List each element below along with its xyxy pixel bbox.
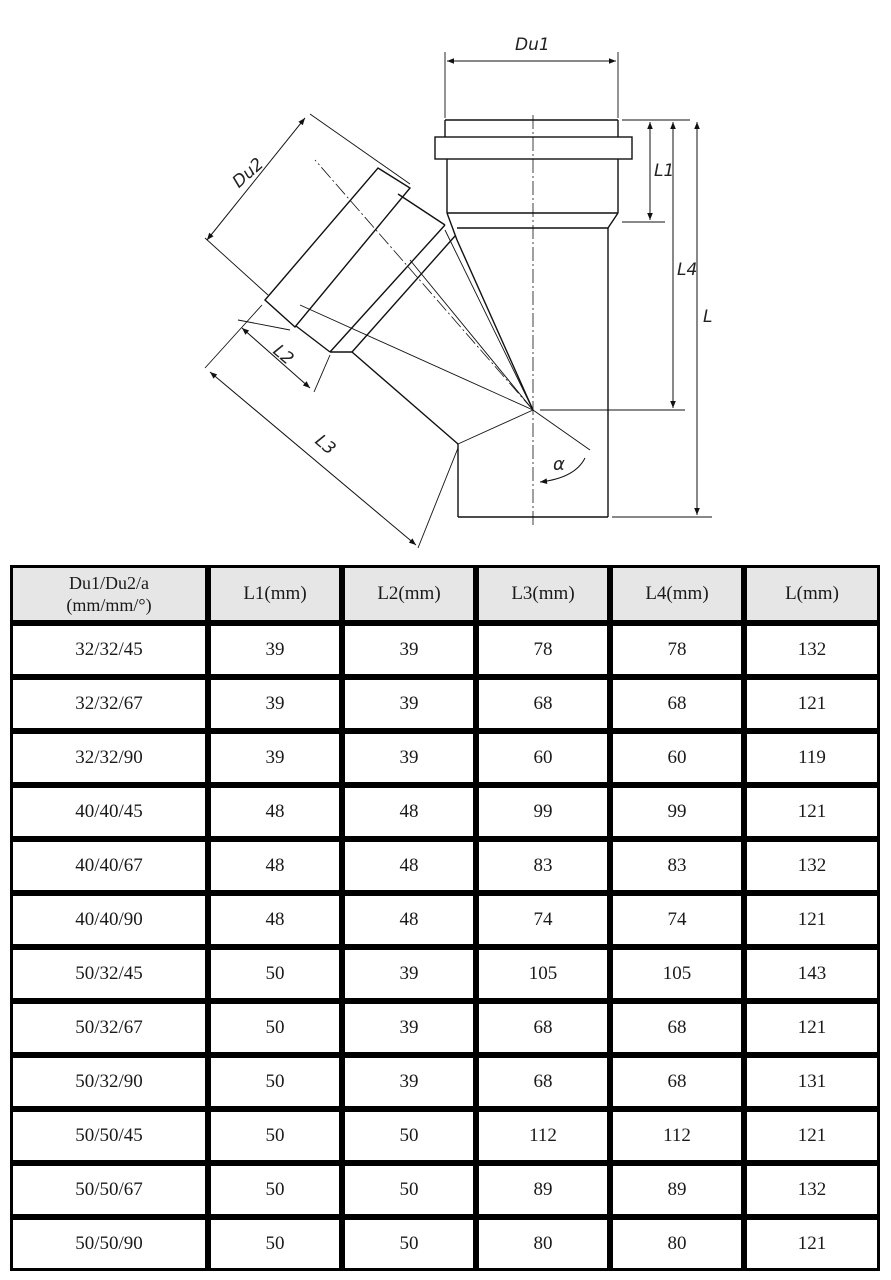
cell-l: 143 (744, 947, 880, 1001)
cell-l: 121 (744, 1001, 880, 1055)
cell-l: 121 (744, 893, 880, 947)
branch-pipe (265, 168, 533, 444)
cell-l4: 68 (610, 1055, 744, 1109)
label-l3: L3 (310, 430, 340, 460)
label-du1: Du1 (515, 35, 550, 55)
cell-size: 50/32/45 (10, 947, 208, 1001)
cell-l: 119 (744, 731, 880, 785)
cell-size: 50/50/67 (10, 1163, 208, 1217)
cell-l4: 78 (610, 623, 744, 677)
cell-size: 50/32/90 (10, 1055, 208, 1109)
cell-l2: 39 (342, 1001, 476, 1055)
cell-l4: 89 (610, 1163, 744, 1217)
table-row (10, 731, 880, 785)
table-row (10, 785, 880, 839)
dimensions-table (10, 565, 880, 1271)
table-row (10, 1055, 880, 1109)
cell-l1: 48 (208, 839, 342, 893)
table-row (10, 947, 880, 1001)
cell-size: 50/32/67 (10, 1001, 208, 1055)
header-size-line2: (mm/mm/°) (66, 595, 152, 615)
cell-l1: 39 (208, 623, 342, 677)
cell-l4: 68 (610, 677, 744, 731)
table-header-row (10, 565, 880, 623)
table-row (10, 1217, 880, 1271)
cell-l3: 74 (476, 893, 610, 947)
table-row (10, 893, 880, 947)
cell-l1: 50 (208, 1163, 342, 1217)
label-du2: Du2 (228, 154, 268, 193)
header-l: L(mm) (744, 565, 880, 623)
construction-lines (300, 230, 590, 450)
cell-size: 32/32/45 (10, 623, 208, 677)
cell-l2: 39 (342, 1055, 476, 1109)
cell-l4: 112 (610, 1109, 744, 1163)
cell-l4: 68 (610, 1001, 744, 1055)
header-l4: L4(mm) (610, 565, 744, 623)
cell-l1: 50 (208, 1109, 342, 1163)
cell-size: 50/50/90 (10, 1217, 208, 1271)
main-pipe (435, 120, 632, 517)
cell-l3: 99 (476, 785, 610, 839)
table-row (10, 1001, 880, 1055)
cell-l3: 68 (476, 677, 610, 731)
cell-l: 121 (744, 1109, 880, 1163)
cell-l4: 60 (610, 731, 744, 785)
cell-l3: 105 (476, 947, 610, 1001)
cell-l2: 39 (342, 731, 476, 785)
cell-l3: 68 (476, 1055, 610, 1109)
cell-l4: 80 (610, 1217, 744, 1271)
header-size-line1: Du1/Du2/a (69, 573, 149, 593)
cell-l: 131 (744, 1055, 880, 1109)
cell-size: 32/32/67 (10, 677, 208, 731)
cell-l2: 48 (342, 839, 476, 893)
cell-l4: 83 (610, 839, 744, 893)
cell-l3: 112 (476, 1109, 610, 1163)
cell-size: 50/50/45 (10, 1109, 208, 1163)
cell-l2: 50 (342, 1109, 476, 1163)
table-row (10, 1163, 880, 1217)
cell-l4: 74 (610, 893, 744, 947)
cell-l1: 48 (208, 893, 342, 947)
cell-l1: 50 (208, 947, 342, 1001)
label-alpha: α (553, 454, 565, 475)
dimension-lines (207, 61, 697, 545)
header-l1: L1(mm) (208, 565, 342, 623)
cell-l3: 83 (476, 839, 610, 893)
cell-size: 40/40/45 (10, 785, 208, 839)
cell-l2: 39 (342, 947, 476, 1001)
cell-l2: 39 (342, 623, 476, 677)
cell-l: 132 (744, 1163, 880, 1217)
cell-l2: 50 (342, 1217, 476, 1271)
table-row (10, 623, 880, 677)
cell-l: 121 (744, 785, 880, 839)
cell-l1: 50 (208, 1055, 342, 1109)
cell-l1: 50 (208, 1001, 342, 1055)
pipe-branch-diagram (0, 0, 891, 560)
center-lines (315, 115, 533, 525)
table-row (10, 839, 880, 893)
cell-l3: 89 (476, 1163, 610, 1217)
cell-l4: 105 (610, 947, 744, 1001)
cell-l3: 60 (476, 731, 610, 785)
cell-l1: 48 (208, 785, 342, 839)
cell-l2: 50 (342, 1163, 476, 1217)
cell-l3: 68 (476, 1001, 610, 1055)
cell-l3: 80 (476, 1217, 610, 1271)
header-size (10, 565, 208, 623)
cell-l1: 39 (208, 677, 342, 731)
cell-l1: 39 (208, 731, 342, 785)
cell-l: 121 (744, 1217, 880, 1271)
cell-l2: 39 (342, 677, 476, 731)
label-l: L (703, 307, 713, 327)
cell-l4: 99 (610, 785, 744, 839)
cell-l1: 50 (208, 1217, 342, 1271)
table-row (10, 1109, 880, 1163)
cell-size: 40/40/67 (10, 839, 208, 893)
cell-l2: 48 (342, 893, 476, 947)
cell-size: 40/40/90 (10, 893, 208, 947)
cell-size: 32/32/90 (10, 731, 208, 785)
cell-l: 132 (744, 839, 880, 893)
header-l3: L3(mm) (476, 565, 610, 623)
label-l4: L4 (677, 260, 698, 280)
cell-l: 132 (744, 623, 880, 677)
cell-l3: 78 (476, 623, 610, 677)
header-l2: L2(mm) (342, 565, 476, 623)
label-l2: L2 (268, 340, 298, 370)
cell-l2: 48 (342, 785, 476, 839)
cell-l: 121 (744, 677, 880, 731)
table-row (10, 677, 880, 731)
label-l1: L1 (654, 161, 675, 181)
